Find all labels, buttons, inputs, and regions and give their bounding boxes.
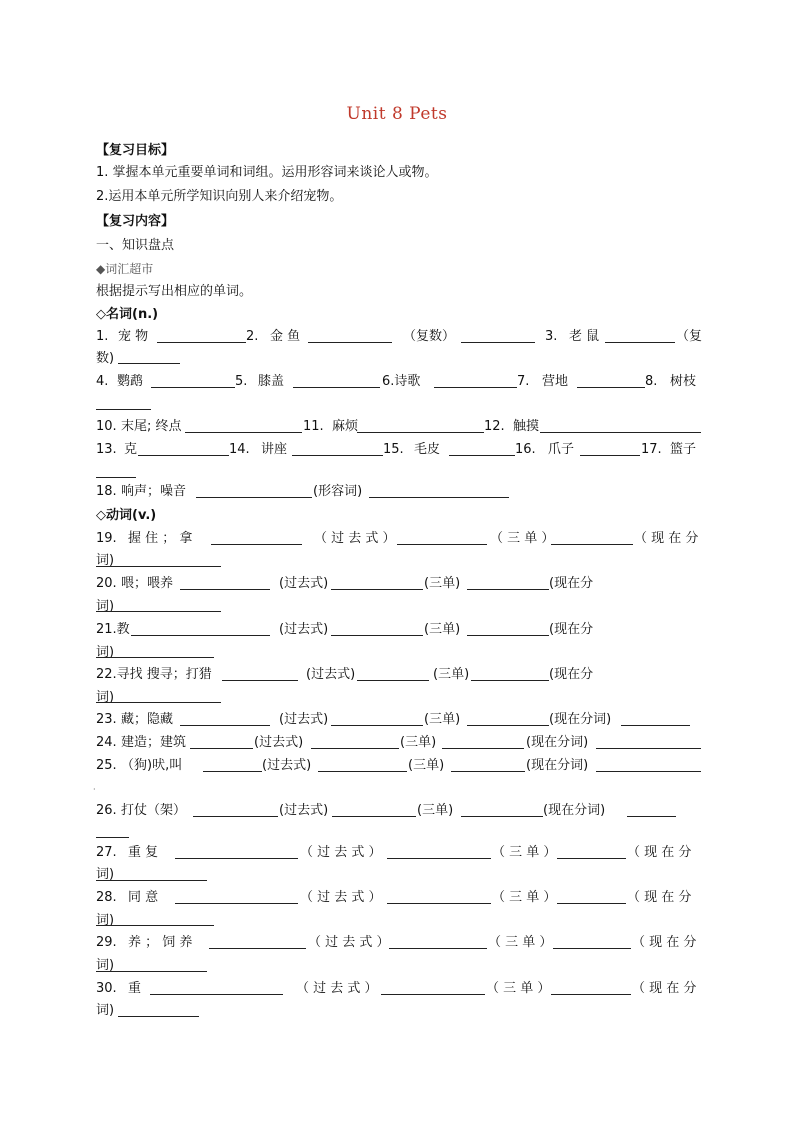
- worksheet-line: 打仗（架）: [121, 803, 187, 818]
- answer-blank[interactable]: [471, 680, 549, 681]
- worksheet-line: （ 过 去 式 ）: [296, 981, 378, 996]
- stray-mark: ·: [93, 785, 96, 794]
- worksheet-line: (现在分词): [543, 803, 606, 818]
- worksheet-line: 10.: [96, 419, 117, 434]
- answer-blank[interactable]: [577, 387, 645, 388]
- answer-blank[interactable]: [175, 858, 298, 859]
- worksheet-line: 25.: [96, 758, 117, 773]
- worksheet-line: (过去式): [254, 735, 304, 750]
- worksheet-line: 同 意: [128, 890, 159, 905]
- worksheet-line: （ 三 单 ）: [490, 531, 555, 546]
- worksheet-line: （ 现 在 分: [627, 890, 692, 905]
- worksheet-line: （ 三 单 ）: [492, 890, 557, 905]
- answer-blank[interactable]: [331, 589, 423, 590]
- worksheet-line: 毛皮: [414, 442, 441, 457]
- worksheet-line: 词): [96, 913, 115, 928]
- worksheet-line: 鹦鹉: [117, 374, 144, 389]
- worksheet-line: 18.: [96, 484, 117, 499]
- worksheet-line: 6.诗歌: [382, 374, 421, 389]
- answer-blank[interactable]: [621, 725, 690, 726]
- answer-blank[interactable]: [449, 455, 515, 456]
- worksheet-line: (过去式): [279, 712, 329, 727]
- worksheet-line: （复: [676, 329, 703, 344]
- worksheet-line: 2.运用本单元所学知识向别人来介绍宠物。: [96, 189, 343, 204]
- worksheet-line: 14.: [229, 442, 250, 457]
- worksheet-line: 11.: [303, 419, 324, 434]
- worksheet-line: 29.: [96, 935, 117, 950]
- worksheet-line: 响声；噪音: [121, 484, 187, 499]
- worksheet-line: （狗)吠,叫: [121, 758, 183, 773]
- worksheet-line: (三单): [433, 667, 470, 682]
- answer-blank[interactable]: [381, 994, 485, 995]
- answer-blank[interactable]: [96, 925, 214, 926]
- worksheet-line: 词): [96, 1003, 115, 1018]
- worksheet-line: 重: [128, 981, 142, 996]
- worksheet-line: ◆词汇超市: [96, 262, 154, 276]
- answer-blank[interactable]: [292, 455, 383, 456]
- section-heading: ◇动词(v.): [96, 508, 157, 523]
- answer-blank[interactable]: [150, 994, 283, 995]
- worksheet-line: (三单): [424, 622, 461, 637]
- answer-blank[interactable]: [331, 635, 423, 636]
- worksheet-line: 16.: [515, 442, 536, 457]
- answer-blank[interactable]: [96, 702, 221, 703]
- answer-blank[interactable]: [551, 994, 631, 995]
- worksheet-line: (过去式): [279, 576, 329, 591]
- answer-blank[interactable]: [605, 342, 675, 343]
- answer-blank[interactable]: [369, 497, 509, 498]
- worksheet-line: 5.: [235, 374, 248, 389]
- page-title: Unit 8 Pets: [346, 104, 448, 124]
- answer-blank[interactable]: [96, 409, 151, 410]
- answer-blank[interactable]: [311, 748, 399, 749]
- answer-blank[interactable]: [131, 635, 270, 636]
- worksheet-line: 膝盖: [258, 374, 285, 389]
- worksheet-line: 4.: [96, 374, 109, 389]
- worksheet-line: (过去式): [306, 667, 356, 682]
- answer-blank[interactable]: [138, 455, 229, 456]
- worksheet-line: (过去式): [279, 803, 329, 818]
- answer-blank[interactable]: [203, 771, 262, 772]
- worksheet-line: 触摸: [513, 419, 540, 434]
- worksheet-line: (形容词): [313, 484, 363, 499]
- answer-blank[interactable]: [196, 497, 312, 498]
- worksheet-line: 数): [96, 351, 115, 366]
- worksheet-line: 13.: [96, 442, 117, 457]
- worksheet-line: （ 三 单 ）: [488, 935, 553, 950]
- worksheet-line: 重 复: [128, 845, 159, 860]
- worksheet-line: 词): [96, 958, 115, 973]
- worksheet-line: 26.: [96, 803, 117, 818]
- answer-blank[interactable]: [190, 748, 253, 749]
- answer-blank[interactable]: [461, 342, 535, 343]
- worksheet-line: (现在分词): [526, 735, 589, 750]
- section-heading: 【复习目标】: [96, 143, 175, 158]
- worksheet-line: 12.: [484, 419, 505, 434]
- answer-blank[interactable]: [627, 816, 676, 817]
- worksheet-line: 20.: [96, 576, 117, 591]
- answer-blank[interactable]: [357, 680, 429, 681]
- answer-blank[interactable]: [553, 948, 631, 949]
- answer-blank[interactable]: [118, 1016, 199, 1017]
- worksheet-line: 23.: [96, 712, 117, 727]
- worksheet-line: (三单): [400, 735, 437, 750]
- worksheet-line: (现在分词): [549, 712, 612, 727]
- answer-blank[interactable]: [96, 837, 129, 838]
- answer-blank[interactable]: [389, 948, 487, 949]
- worksheet-line: 树枝: [670, 374, 697, 389]
- worksheet-line: （复数）: [403, 329, 456, 344]
- worksheet-line: 17.: [641, 442, 662, 457]
- worksheet-line: 爪子: [548, 442, 575, 457]
- worksheet-line: 藏；隐藏: [121, 712, 174, 727]
- worksheet-line: (过去式): [262, 758, 312, 773]
- worksheet-line: 养 ； 饲 养: [128, 935, 193, 950]
- answer-blank[interactable]: [551, 544, 633, 545]
- worksheet-line: 1.: [96, 329, 109, 344]
- answer-blank[interactable]: [96, 971, 207, 972]
- answer-blank[interactable]: [96, 611, 221, 612]
- answer-blank[interactable]: [293, 387, 380, 388]
- answer-blank[interactable]: [180, 725, 270, 726]
- worksheet-line: (三单): [424, 712, 461, 727]
- worksheet-line: 篮子: [670, 442, 697, 457]
- worksheet-line: 词): [96, 553, 115, 568]
- answer-blank[interactable]: [540, 432, 701, 433]
- worksheet-line: 喂；喂养: [121, 576, 174, 591]
- worksheet-line: (三单): [424, 576, 461, 591]
- worksheet-line: (现在分: [549, 667, 594, 682]
- worksheet-line: 2.: [246, 329, 259, 344]
- worksheet-line: （ 过 去 式 ）: [300, 890, 382, 905]
- worksheet-line: 28.: [96, 890, 117, 905]
- answer-blank[interactable]: [461, 816, 543, 817]
- answer-blank[interactable]: [467, 589, 549, 590]
- answer-blank[interactable]: [580, 455, 640, 456]
- worksheet-line: 3.: [545, 329, 558, 344]
- answer-blank[interactable]: [332, 816, 416, 817]
- worksheet-line: 老 鼠: [569, 329, 600, 344]
- worksheet-line: 8.: [645, 374, 658, 389]
- worksheet-line: 金 鱼: [270, 329, 301, 344]
- answer-blank[interactable]: [434, 387, 517, 388]
- answer-blank[interactable]: [118, 363, 180, 364]
- worksheet-line: 24.: [96, 735, 117, 750]
- worksheet-line: （ 过 去 式 ）: [314, 531, 396, 546]
- worksheet-line: 词): [96, 690, 115, 705]
- worksheet-line: 27.: [96, 845, 117, 860]
- worksheet-line: (三单): [408, 758, 445, 773]
- answer-blank[interactable]: [387, 858, 491, 859]
- worksheet-line: （ 现 在 分: [632, 935, 697, 950]
- worksheet-line: 一、知识盘点: [96, 238, 175, 253]
- answer-blank[interactable]: [557, 858, 626, 859]
- worksheet-line: 词): [96, 867, 115, 882]
- answer-blank[interactable]: [331, 725, 423, 726]
- worksheet-line: （ 过 去 式 ）: [308, 935, 390, 950]
- answer-blank[interactable]: [596, 771, 701, 772]
- worksheet-line: 15.: [383, 442, 404, 457]
- worksheet-line: 建造；建筑: [121, 735, 187, 750]
- worksheet-line: （ 三 单 ）: [492, 845, 557, 860]
- worksheet-line: (现在分词): [526, 758, 589, 773]
- worksheet-line: 根据提示写出相应的单词。: [96, 284, 253, 299]
- answer-blank[interactable]: [209, 948, 306, 949]
- worksheet-line: （ 现 在 分: [634, 531, 699, 546]
- answer-blank[interactable]: [451, 771, 525, 772]
- answer-blank[interactable]: [96, 880, 207, 881]
- worksheet-line: 30.: [96, 981, 117, 996]
- worksheet-line: （ 现 在 分: [632, 981, 697, 996]
- answer-blank[interactable]: [357, 432, 484, 433]
- worksheet-line: （ 三 单 ）: [486, 981, 551, 996]
- worksheet-line: 麻烦: [332, 419, 359, 434]
- section-heading: ◇名词(n.): [96, 307, 159, 322]
- answer-blank[interactable]: [467, 635, 549, 636]
- answer-blank[interactable]: [596, 748, 701, 749]
- worksheet-line: (过去式): [279, 622, 329, 637]
- worksheet-line: 词): [96, 599, 115, 614]
- answer-blank[interactable]: [308, 342, 392, 343]
- answer-blank[interactable]: [222, 680, 298, 681]
- answer-blank[interactable]: [397, 544, 487, 545]
- answer-blank[interactable]: [442, 748, 524, 749]
- answer-blank[interactable]: [151, 387, 235, 388]
- worksheet-line: (现在分: [549, 576, 594, 591]
- section-heading: 【复习内容】: [96, 214, 175, 229]
- worksheet-line: 握 住 ； 拿: [128, 531, 193, 546]
- answer-blank[interactable]: [96, 477, 136, 478]
- answer-blank[interactable]: [557, 903, 626, 904]
- answer-blank[interactable]: [157, 342, 246, 343]
- answer-blank[interactable]: [318, 771, 407, 772]
- answer-blank[interactable]: [387, 903, 491, 904]
- answer-blank[interactable]: [96, 657, 214, 658]
- worksheet-line: 词): [96, 645, 115, 660]
- answer-blank[interactable]: [96, 566, 221, 567]
- answer-blank[interactable]: [185, 432, 302, 433]
- worksheet-line: 末尾; 终点: [121, 419, 182, 434]
- worksheet-line: 19.: [96, 531, 117, 546]
- answer-blank[interactable]: [467, 725, 549, 726]
- worksheet-line: 宠 物: [118, 329, 149, 344]
- worksheet-line: 21.教: [96, 622, 130, 637]
- worksheet-line: 营地: [542, 374, 569, 389]
- worksheet-line: (现在分: [549, 622, 594, 637]
- worksheet-line: （ 现 在 分: [627, 845, 692, 860]
- worksheet-line: 1. 掌握本单元重要单词和词组。运用形容词来谈论人或物。: [96, 165, 438, 180]
- answer-blank[interactable]: [180, 589, 270, 590]
- answer-blank[interactable]: [193, 816, 278, 817]
- worksheet-line: 讲座: [261, 442, 288, 457]
- worksheet-line: (三单): [417, 803, 454, 818]
- worksheet-line: 7.: [517, 374, 530, 389]
- answer-blank[interactable]: [175, 903, 298, 904]
- worksheet-line: 克: [124, 442, 138, 457]
- worksheet-line: 22.寻找 搜寻；打猎: [96, 667, 212, 682]
- worksheet-line: （ 过 去 式 ）: [300, 845, 382, 860]
- answer-blank[interactable]: [211, 544, 302, 545]
